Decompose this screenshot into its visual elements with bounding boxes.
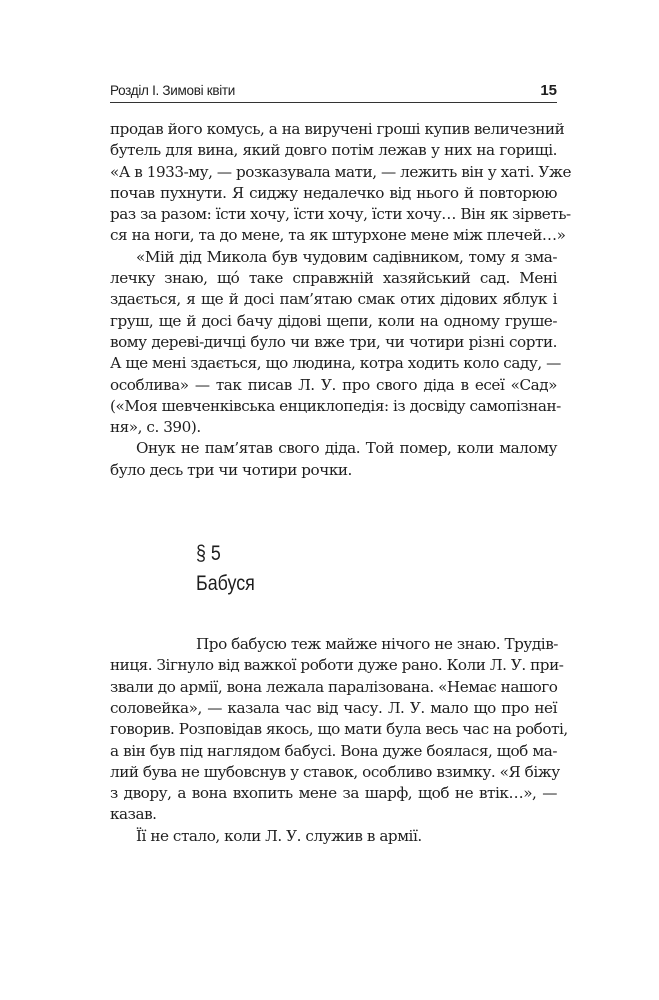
- text-line: Онук не пам’ятав свого діда. Той помер, коли малому: [136, 439, 557, 458]
- paragraph-5: [110, 826, 557, 847]
- text-line: груш, ще й досі бачу дідові щепи, коли на одному груше-: [110, 311, 557, 330]
- running-header: [110, 82, 557, 103]
- text-line: продав його комусь, а на виручені гроші купив величезний: [110, 120, 565, 138]
- text-line: раз за разом: їсти хочу, їсти хочу, їсти хочу… Він як зірветь-: [110, 205, 571, 224]
- text-line: а він був під наглядом бабусі. Вона дуже боялася, щоб ма-: [110, 741, 557, 760]
- text-line: соловейка», — казала час від часу. Л. У. мало що про неї: [110, 698, 557, 717]
- text-line: А ще мені здається, що людина, котра ходить коло саду, —: [110, 354, 561, 373]
- text-line: «Мій дід Микола був чудовим садівником, тому я зма-: [136, 247, 557, 266]
- text-line: ниця. Зігнуло від важкої роботи дуже рано. Коли Л. У. при-: [110, 656, 564, 675]
- page-number: 15: [540, 82, 557, 99]
- text-line: здається, я ще й досі пам’ятаю смак отих дідових яблук і: [110, 290, 557, 309]
- paragraph-3: [110, 438, 557, 481]
- text-line: Її не стало, коли Л. У. служив в армії.: [136, 826, 422, 845]
- text-line: ся на ноги, та до мене, та як штурхоне мене між плечей…»: [110, 226, 566, 245]
- paragraph-1: [110, 119, 572, 247]
- text-line: вому дереві-дичці було чи вже три, чи чотири різні сорти.: [110, 332, 557, 351]
- text-line: казав.: [110, 805, 157, 824]
- text-line: Про бабусю теж майже нічого не знаю. Трудів-: [196, 635, 558, 654]
- text-line: з двору, а вона вхопить мене за шарф, щоб не втік…», —: [110, 784, 557, 803]
- section-number: § 5: [196, 542, 221, 566]
- chapter-title: Розділ І. Зимові квіти: [110, 83, 236, 98]
- text-line: почав пухнути. Я сиджу недалечко від нього й повторюю: [110, 183, 557, 202]
- text-line: було десь три чи чотири рочки.: [110, 460, 352, 479]
- paragraph-4: [110, 634, 568, 826]
- text-line: особлива» — так писав Л. У. про свого діда в есеї «Сад»: [110, 375, 557, 394]
- text-line: бутель для вина, який довго потім лежав у них на горищі.: [110, 141, 557, 160]
- text-line: лечку знаю, щó таке справжній хазяйський сад. Мені: [110, 269, 557, 288]
- text-line: («Моя шевченківська енциклопедія: із досвіду самопізнан-: [110, 396, 561, 415]
- text-line: ня», с. 390).: [110, 418, 201, 437]
- text-line: говорив. Розповідав якось, що мати була весь час на роботі,: [110, 720, 568, 739]
- section-title: Бабуся: [196, 572, 255, 596]
- text-line: звали до армії, вона лежала паралізована. «Немає нашого: [110, 677, 558, 696]
- text-line: «А в 1933-му, — розказувала мати, — лежить він у хаті. Уже: [110, 162, 572, 181]
- paragraph-2: [110, 247, 561, 439]
- page-body: [110, 119, 572, 847]
- text-line: лий бува не шубовснув у ставок, особливо взимку. «Я біжу: [110, 762, 560, 781]
